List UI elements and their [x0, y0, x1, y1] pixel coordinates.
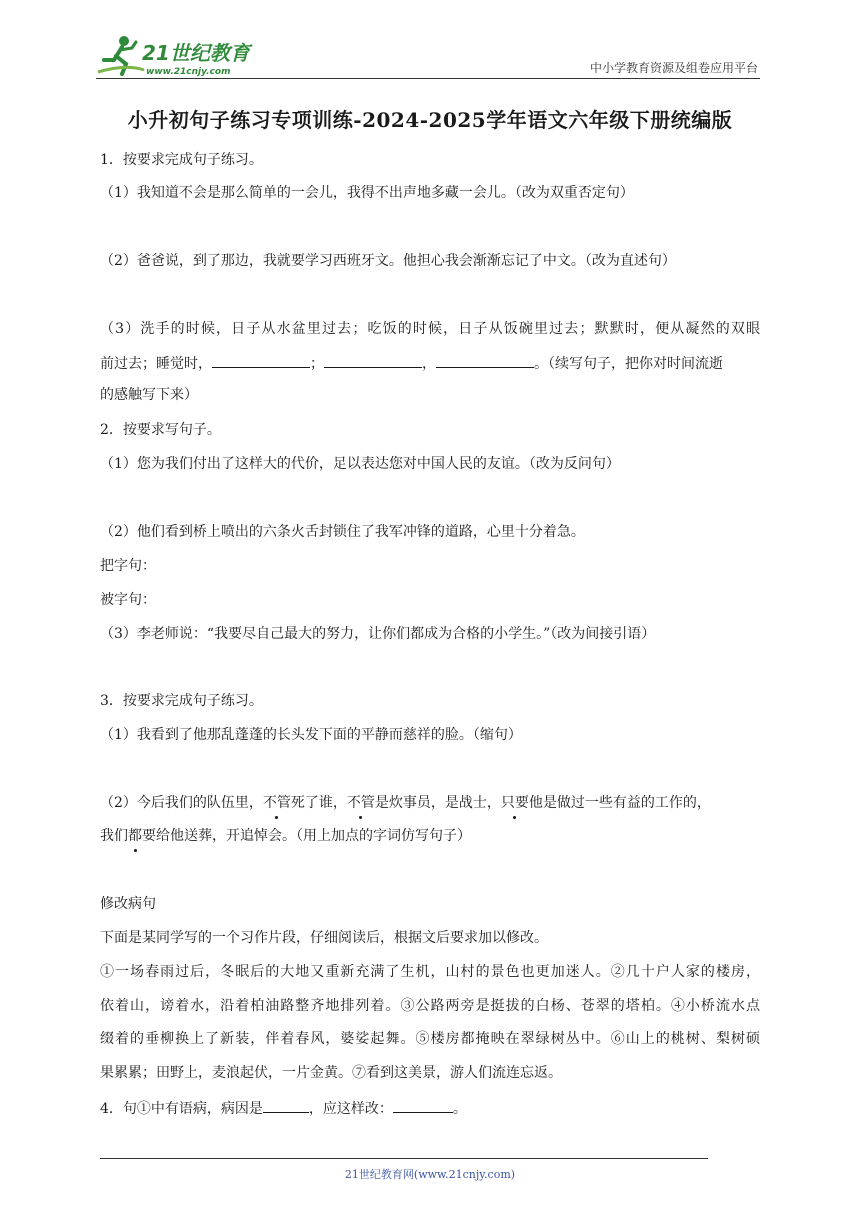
logo	[96, 34, 266, 78]
answer-blank-3[interactable]	[436, 352, 534, 368]
q1-item-3-line-3: 的感触写下来）	[100, 387, 198, 403]
revise-paragraph-line-1: ①一场春雨过后，冬眠后的大地又重新充满了生机，山村的景色也更加迷人。②几十户人家的楼房，	[100, 964, 760, 980]
q4-text-b: ，应这样改：	[308, 1101, 393, 1117]
page-header	[96, 28, 760, 80]
dotted-word-1: 不管	[262, 795, 291, 811]
platform-name: 中小学教育资源及组卷应用平台	[589, 61, 758, 75]
q3-item-2-line-1	[100, 793, 711, 813]
q2-item-1: （1）您为我们付出了这样大的代价，足以表达您对中国人民的友谊。（改为反问句）	[100, 456, 620, 472]
q1-item-3-text-c: ，	[422, 356, 436, 372]
revise-intro: 下面是某同学写的一个习作片段，仔细阅读后，根据文后要求加以修改。	[100, 930, 548, 946]
revise-paragraph-line-4: 果累累；田野上，麦浪起伏，一片金黄。⑦看到这美景，游人们流连忘返。	[100, 1065, 562, 1081]
dotted-word-3: 只要	[500, 795, 529, 811]
q3-item-1: （1）我看到了他那乱蓬蓬的长头发下面的平静而慈祥的脸。（缩句）	[100, 727, 522, 743]
q3-item-2-line-2	[100, 826, 471, 846]
q4-question	[100, 1097, 467, 1119]
q2-bei-label: 被字句：	[100, 592, 156, 608]
footer-link[interactable]: 21世纪教育网(www.21cnjy.com)	[344, 1168, 516, 1181]
answer-blank-fix[interactable]	[393, 1097, 453, 1113]
q2-ba-label: 把字句：	[100, 558, 156, 574]
dotted-word-4: 都	[128, 828, 142, 844]
dotted-word-2: 不管	[346, 795, 375, 811]
q3-text-3: 是炊事员，是战士，	[374, 795, 501, 811]
q3-text-4: 他是做过一些有益的工作的，	[528, 795, 711, 811]
answer-blank-cause[interactable]	[263, 1097, 309, 1113]
q1-heading: 1．按要求完成句子练习。	[100, 152, 263, 168]
q3-text-1: （2）今后我们的队伍里，	[100, 795, 263, 811]
q1-item-3-text-b: ；	[310, 356, 324, 372]
q2-item-2: （2）他们看到桥上喷出的六条火舌封锁住了我军冲锋的道路，心里十分着急。	[100, 524, 585, 540]
runner-icon	[98, 36, 144, 74]
q3-text-6: 要给他送葬，开追悼会。（用上加点的字词仿写句子）	[142, 828, 471, 844]
page-title: 小升初句子练习专项训练-2024-2025学年语文六年级下册统编版	[127, 108, 733, 132]
q3-text-5: 我们	[100, 828, 128, 844]
q1-item-3-text-a: 前过去；睡觉时，	[100, 356, 212, 372]
q1-item-3-line-2	[100, 352, 723, 374]
q1-item-3-text-d: 。（续写句子，把你对时间流逝	[534, 356, 723, 372]
q4-text-a: 4．句①中有语病，病因是	[100, 1101, 263, 1117]
logo-text: 21世纪教育	[142, 41, 250, 65]
q3-heading: 3．按要求完成句子练习。	[100, 693, 263, 709]
q2-heading: 2．按要求写句子。	[100, 422, 221, 438]
answer-blank-1[interactable]	[212, 352, 310, 368]
logo-url: www.21cnjy.com	[146, 67, 231, 77]
q1-item-2: （2）爸爸说，到了那边，我就要学习西班牙文。他担心我会渐渐忘记了中文。（改为直述句）	[100, 253, 676, 269]
q3-text-2: 死了谁，	[290, 795, 347, 811]
header-divider	[96, 78, 760, 79]
q2-item-3: （3）李老师说：“我要尽自己最大的努力，让你们都成为合格的小学生。”（改为间接引语）	[100, 626, 656, 642]
answer-blank-2[interactable]	[324, 352, 422, 368]
q1-item-3-line-1: （3）洗手的时候，日子从水盆里过去；吃饭的时候，日子从饭碗里过去；默默时，便从凝然的双眼	[100, 321, 760, 337]
revise-heading: 修改病句	[100, 896, 156, 912]
q1-item-1: （1）我知道不会是那么简单的一会儿，我得不出声地多藏一会儿。（改为双重否定句）	[100, 185, 634, 201]
revise-paragraph-line-3: 缀着的垂柳换上了新装，伴着春风，婆娑起舞。⑤楼房都掩映在翠绿树丛中。⑥山上的桃树、梨树硕	[100, 1031, 760, 1047]
revise-paragraph-line-2: 依着山，谤着水，沿着柏油路整齐地排列着。③公路两旁是挺拔的白杨、苍翠的塔柏。④小桥流水点	[100, 998, 760, 1014]
q4-text-c: 。	[452, 1101, 467, 1117]
footer-divider	[100, 1158, 708, 1159]
